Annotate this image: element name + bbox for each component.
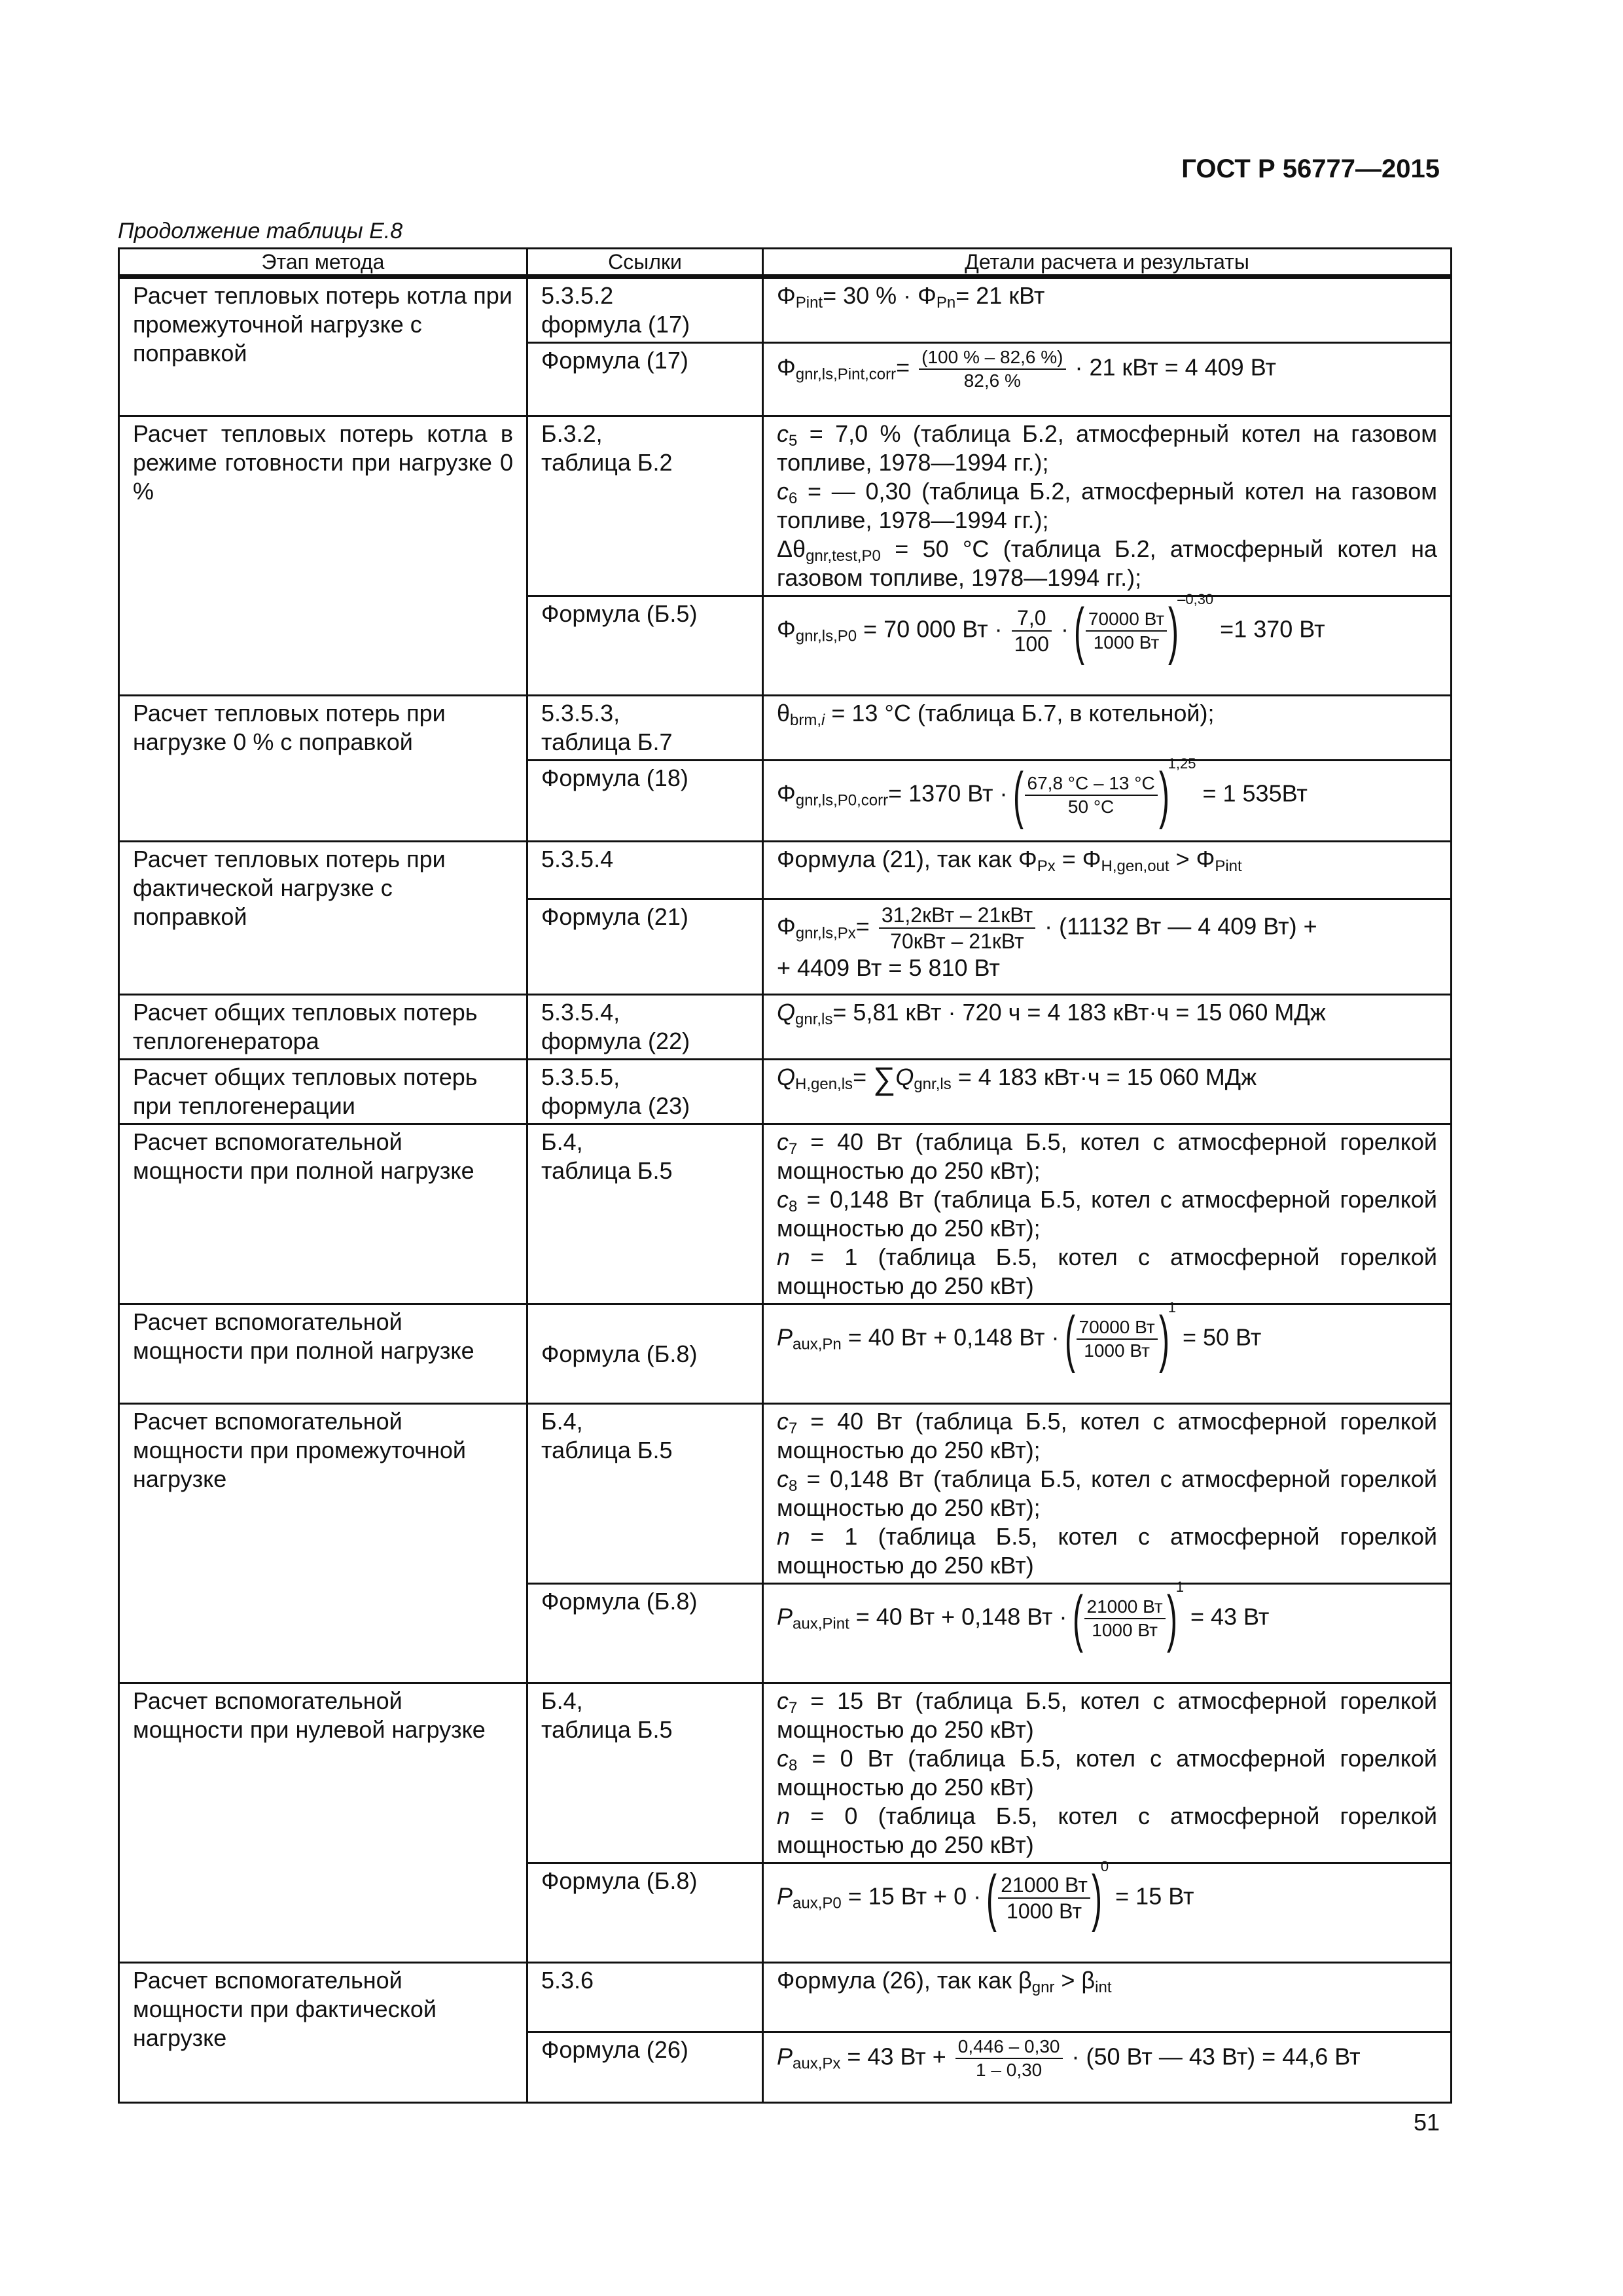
stage-cell: Расчет вспомогательной мощности при полной нагрузке — [119, 1124, 527, 1304]
stage-cell: Расчет тепловых потерь котла при промежуточной нагрузке с поправкой — [119, 277, 527, 416]
fraction: $\frac{\text{31,2кВт – 21кВт}}{\text{70кВт – 21кВт}}$ — [879, 903, 1035, 954]
fraction: $\frac{70000 Вт}{1000 Вт}$ — [1086, 608, 1167, 654]
stage-cell: Расчет общих тепловых потерь при теплогенерации — [119, 1060, 527, 1124]
detail-cell: $c_5 = 7,0$ % (таблица Б.2, атмосферный котел на газовом топливе, 1978—1994 гг.); $c_6$ = — 0,30 (таблица Б.2, атмосферный котел на газовом топливе, 1978—1994 гг.); $\Delta\theta_{gnr,test,P0} = 50$ °С (таблица Б.2, атмосферный котел на газовом топливе, 1978—1994 гг.); — [763, 416, 1452, 596]
table-header-row — [119, 249, 1452, 277]
ref-cell: Б.4, таблица Б.5 — [527, 1683, 763, 1863]
fraction: $\frac{67,8 ^\circ С - 13 ^\circ С}{50 ^\circ С}$ — [1025, 772, 1158, 818]
fraction: $\frac{(100 \% - 82,6 \%)}{82,6 \%}$ — [919, 346, 1065, 392]
ref-cell: 5.3.6 — [527, 1963, 763, 2032]
header-refs: Ссылки — [527, 249, 763, 277]
stage-cell: Расчет тепловых потерь при нагрузке 0 % с поправкой — [119, 696, 527, 842]
ref-cell: 5.3.5.3, таблица Б.7 — [527, 696, 763, 761]
detail-cell: $c_7 = 15$ Вт (таблица Б.5, котел с атмосферной горелкой мощностью до 250 кВт) $c_8 = 0$ Вт (таблица Б.5, котел с атмосферной горелкой мощностью до 250 кВт) n = 0 (таблица Б.5, котел с атмосферной горелкой мощностью до 250 кВт) — [763, 1683, 1452, 1863]
table-caption: Продолжение таблицы Е.8 — [118, 219, 403, 243]
stage-cell: Расчет вспомогательной мощности при фактической нагрузке — [119, 1963, 527, 2103]
ref-cell: Формула (26) — [527, 2032, 763, 2103]
detail-cell: $P_{aux,Pint} = 40$ Вт + 0,148 Вт · ( $\frac{21000 Вт}{1000 Вт}$ )1 = 43 Вт — [763, 1584, 1452, 1683]
fraction: $\frac{21000 Вт}{1000 Вт}$ — [998, 1873, 1090, 1924]
ref-cell: Б.4, таблица Б.5 — [527, 1404, 763, 1584]
table-row — [119, 842, 1452, 899]
detail-cell: $P_{aux,Px} = 43$ Вт + $\frac{0,446 - 0,30}{1 - 0,30}$ · (50 Вт — 43 Вт) = 44,6 Вт — [763, 2032, 1452, 2103]
ref-cell: Формула (21) — [527, 899, 763, 995]
ref-cell: Формула (Б.5) — [527, 596, 763, 696]
detail-cell: $\theta_{brm,i} = 13$ °С (таблица Б.7, в котельной); — [763, 696, 1452, 761]
table-row — [119, 1060, 1452, 1124]
ref-cell: Формула (Б.8) — [527, 1304, 763, 1404]
stage-cell: Расчет тепловых потерь котла в режиме готовности при нагрузке 0 % — [119, 416, 527, 696]
table-row — [119, 1683, 1452, 1863]
fraction: $\frac{70000 Вт}{1000 Вт}$ — [1077, 1316, 1158, 1362]
detail-cell: $P_{aux,Pn} = 40$ Вт + 0,148 Вт · ( $\frac{70000 Вт}{1000 Вт}$ )1 = 50 Вт — [763, 1304, 1452, 1404]
page-number: 51 — [1413, 2109, 1440, 2136]
stage-cell: Расчет вспомогательной мощности при полной нагрузке — [119, 1304, 527, 1404]
table-row — [119, 1963, 1452, 2032]
ref-cell: Б.3.2, таблица Б.2 — [527, 416, 763, 596]
detail-cell: Формула (21), так как $\Phi_{Px} = \Phi_{H,gen,out} > \Phi_{Pint}$ — [763, 842, 1452, 899]
table-row — [119, 995, 1452, 1060]
document-id: ГОСТ Р 56777—2015 — [1181, 154, 1440, 183]
detail-cell: $c_7 = 40$ Вт (таблица Б.5, котел с атмосферной горелкой мощностью до 250 кВт); $c_8 = 0,148$ Вт (таблица Б.5, котел с атмосферной горелкой мощностью до 250 кВт); n = 1 (таблица Б.5, котел с атмосферной горелкой мощностью до 250 кВт) — [763, 1404, 1452, 1584]
fraction: $\frac{7,0}{100}$ — [1012, 605, 1052, 656]
table-row — [119, 277, 1452, 343]
table-row — [119, 1304, 1452, 1404]
ref-cell: Формула (Б.8) — [527, 1584, 763, 1683]
detail-cell: $\Phi_{gnr,ls,P0,corr}= 1370$ Вт · ( $\frac{67,8 ^\circ С - 13 ^\circ С}{50 ^\circ С}$ )1,25 = 1 535Вт — [763, 761, 1452, 842]
detail-cell: $Q_{H,gen,ls}= \sum Q_{gnr,ls} = 4$ 183 кВт·ч = 15 060 МДж — [763, 1060, 1452, 1124]
stage-cell: Расчет тепловых потерь при фактической нагрузке с поправкой — [119, 842, 527, 995]
ref-cell: 5.3.5.4 — [527, 842, 763, 899]
table-row — [119, 696, 1452, 761]
fraction: $\frac{21000 Вт}{1000 Вт}$ — [1084, 1596, 1166, 1641]
stage-cell: Расчет вспомогательной мощности при промежуточной нагрузке — [119, 1404, 527, 1683]
table-row — [119, 416, 1452, 596]
table-row — [119, 1124, 1452, 1304]
detail-cell: $\Phi_{gnr,ls,P0} = 70$ 000 Вт · $\frac{7,0}{100}$ · ( $\frac{70000 Вт}{1000 Вт}$ )–0,30 =1 370 Вт — [763, 596, 1452, 696]
detail-cell: $\Phi_{Pint}= 30$ % · $\Phi_{Pn}= 21$ кВт — [763, 277, 1452, 343]
detail-cell: $\Phi_{gnr,ls,Px}=$ $\frac{\text{31,2кВт – 21кВт}}{\text{70кВт – 21кВт}}$ · (11132 Вт — 4 409 Вт) + + 4409 Вт = 5 810 Вт — [763, 899, 1452, 995]
header-details: Детали расчета и результаты — [763, 249, 1452, 277]
detail-cell: $Q_{gnr,ls}= 5,81$ кВт · 720 ч = 4 183 кВт·ч = 15 060 МДж — [763, 995, 1452, 1060]
ref-cell: Формула (18) — [527, 761, 763, 842]
detail-cell: $\Phi_{gnr,ls,Pint,corr}=$ $\frac{(100 \% - 82,6 \%)}{82,6 \%}$ · 21 кВт = 4 409 Вт — [763, 343, 1452, 416]
ref-cell: 5.3.5.4, формула (22) — [527, 995, 763, 1060]
ref-cell: 5.3.5.5, формула (23) — [527, 1060, 763, 1124]
stage-cell: Расчет вспомогательной мощности при нулевой нагрузке — [119, 1683, 527, 1963]
ref-cell: Формула (17) — [527, 343, 763, 416]
detail-cell: $c_7 = 40$ Вт (таблица Б.5, котел с атмосферной горелкой мощностью до 250 кВт); $c_8 = 0,148$ Вт (таблица Б.5, котел с атмосферной горелкой мощностью до 250 кВт); n = 1 (таблица Б.5, котел с атмосферной горелкой мощностью до 250 кВт) — [763, 1124, 1452, 1304]
detail-cell: $P_{aux,P0} = 15$ Вт + 0 · ( $\frac{21000 Вт}{1000 Вт}$ )0 = 15 Вт — [763, 1863, 1452, 1963]
stage-cell: Расчет общих тепловых потерь теплогенератора — [119, 995, 527, 1060]
fraction: $\frac{0,446 - 0,30}{1 - 0,30}$ — [955, 2036, 1063, 2081]
ref-cell: 5.3.5.2 формула (17) — [527, 277, 763, 343]
calculation-table — [118, 247, 1452, 2104]
ref-cell: Формула (Б.8) — [527, 1863, 763, 1963]
ref-cell: Б.4, таблица Б.5 — [527, 1124, 763, 1304]
table-row — [119, 1404, 1452, 1584]
detail-cell: Формула (26), так как $\beta_{gnr} > \beta_{int}$ — [763, 1963, 1452, 2032]
header-stage: Этап метода — [119, 249, 527, 277]
